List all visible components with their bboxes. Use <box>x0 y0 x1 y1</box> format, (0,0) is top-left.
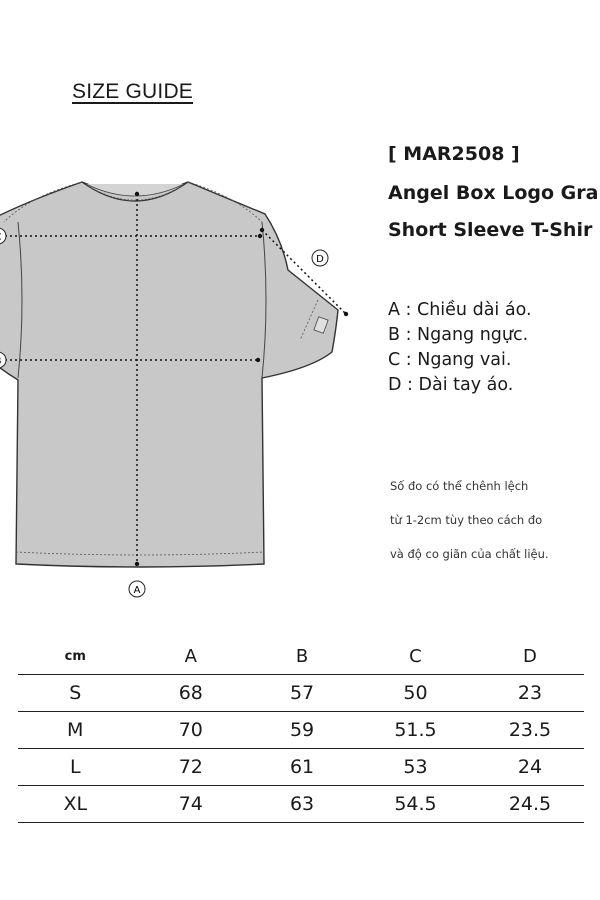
svg-text:D: D <box>316 254 324 265</box>
marker-a <box>129 581 145 597</box>
header-b: B <box>249 638 355 675</box>
header-d: D <box>476 638 584 675</box>
table-header-row <box>18 638 584 675</box>
measurement-note <box>390 478 549 580</box>
cell-c: 51.5 <box>355 712 476 749</box>
cell-b: 57 <box>249 675 355 712</box>
product-name-line-2: Short Sleeve T-Shir <box>388 219 593 241</box>
legend-item-d: D : Dài tay áo. <box>388 375 514 395</box>
cell-a: 74 <box>132 786 249 823</box>
table-row <box>18 749 584 786</box>
product-code: [ MAR2508 ] <box>388 143 520 165</box>
cell-a: 70 <box>132 712 249 749</box>
cell-d: 24 <box>476 749 584 786</box>
note-line-3: và độ co giãn của chất liệu. <box>390 547 549 561</box>
legend-item-c: C : Ngang vai. <box>388 350 512 370</box>
cell-d: 23 <box>476 675 584 712</box>
cell-d: 24.5 <box>476 786 584 823</box>
size-guide-title: SIZE GUIDE <box>72 80 194 103</box>
svg-text:C <box>0 232 2 243</box>
note-line-1: Số đo có thể chênh lệch <box>390 479 529 493</box>
svg-text:A: A <box>133 585 141 596</box>
note-line-2: từ 1-2cm tùy theo cách đo <box>390 513 543 527</box>
size-chart-table <box>18 638 584 823</box>
header-c: C <box>355 638 476 675</box>
marker-d <box>312 250 328 266</box>
table-row <box>18 675 584 712</box>
cell-c: 50 <box>355 675 476 712</box>
header-unit: cm <box>18 638 132 675</box>
size-label: XL <box>18 786 132 823</box>
table-row <box>18 786 584 823</box>
cell-b: 59 <box>249 712 355 749</box>
header-a: A <box>132 638 249 675</box>
legend-item-a: A : Chiều dài áo. <box>388 300 532 320</box>
svg-text:B <box>0 356 2 367</box>
table-row <box>18 712 584 749</box>
size-label: L <box>18 749 132 786</box>
tshirt-outline <box>0 182 338 567</box>
size-label: M <box>18 712 132 749</box>
product-name-line-1: Angel Box Logo Gra <box>388 182 599 204</box>
cell-b: 63 <box>249 786 355 823</box>
cell-c: 53 <box>355 749 476 786</box>
legend-item-b: B : Ngang ngực. <box>388 325 529 345</box>
measurement-legend <box>388 298 532 398</box>
cell-b: 61 <box>249 749 355 786</box>
cell-a: 68 <box>132 675 249 712</box>
tshirt-measurement-diagram <box>0 160 360 610</box>
cell-a: 72 <box>132 749 249 786</box>
size-label: S <box>18 675 132 712</box>
cell-c: 54.5 <box>355 786 476 823</box>
cell-d: 23.5 <box>476 712 584 749</box>
